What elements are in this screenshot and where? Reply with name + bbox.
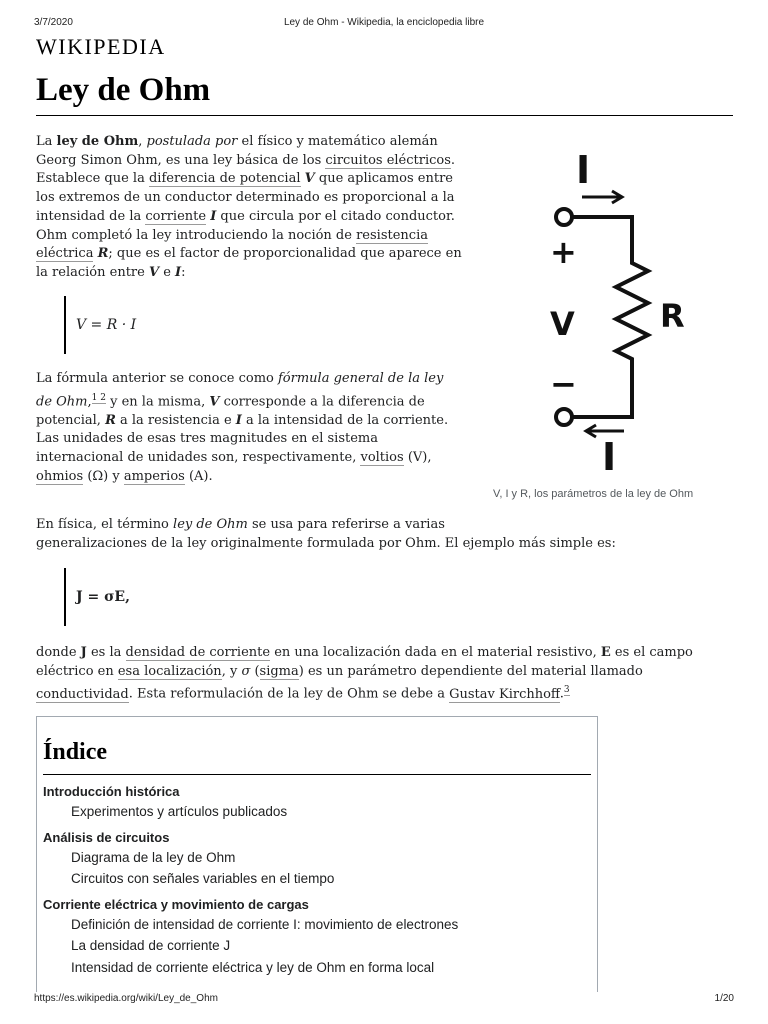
voltage-label: V <box>550 305 575 343</box>
link-circuitos-electricos[interactable]: circuitos eléctricos <box>325 152 451 168</box>
minus-label: − <box>550 365 577 403</box>
formula-current-density: J = σE, <box>64 568 130 626</box>
print-doc-title: Ley de Ohm - Wikipedia, la enciclopedia libre <box>283 17 485 28</box>
title-divider <box>36 115 733 116</box>
link-conductividad[interactable]: conductividad <box>36 686 129 702</box>
reference-1-2[interactable]: 1 2 <box>91 392 106 403</box>
conductivity-paragraph: donde J es la densidad de corriente en una localización dada en el material resistivo, E es el campo eléctrico en esa localización, y σ (sigma) es un parámetro dependiente del material llamado conductividad. Esta reformulación de la ley de Ohm se debe a Gustav Kirchhoff.$^3$ <box>36 645 693 702</box>
toc-item[interactable]: Introducción histórica <box>43 784 180 799</box>
print-url: https://es.wikipedia.org/wiki/Ley_de_Ohm <box>34 993 218 1004</box>
current-arrow-top-icon <box>582 191 622 203</box>
reference-3[interactable]: 3 <box>563 685 570 696</box>
bold-term: ley de Ohm <box>56 134 139 149</box>
link-esa-localizacion[interactable]: esa localización <box>117 663 222 679</box>
link-corriente[interactable]: corriente <box>145 208 207 224</box>
print-page-number: 1/20 <box>714 993 734 1004</box>
link-densidad-de-corriente[interactable]: densidad de corriente <box>125 645 271 660</box>
link-electrica[interactable]: eléctrica <box>36 246 94 262</box>
ohm-circuit-diagram <box>540 145 710 475</box>
formula-ohm: V = R · I <box>64 296 136 354</box>
link-sigma[interactable]: sigma <box>259 663 299 679</box>
toc-item[interactable]: Circuitos con señales variables en el tiempo <box>71 871 335 886</box>
toc-item[interactable]: Experimentos y artículos publicados <box>71 804 288 819</box>
toc-item[interactable]: La densidad de corriente J <box>71 938 231 953</box>
toc-divider <box>43 774 591 775</box>
current-label-top: I <box>576 148 591 192</box>
resistor-wire <box>572 217 648 417</box>
figure-caption: V, I y R, los parámetros de la ley de Ohm <box>493 488 694 500</box>
link-resistencia[interactable]: resistencia <box>356 227 428 243</box>
terminal-bottom <box>556 409 572 425</box>
link-voltios[interactable]: voltios <box>360 450 404 466</box>
page-title: Ley de Ohm <box>36 72 211 108</box>
toc-item[interactable]: Corriente eléctrica y movimiento de cargas <box>43 897 309 912</box>
link-gustav-kirchhoff[interactable]: Gustav Kirchhoff <box>449 686 560 702</box>
formula-explanation-paragraph: La fórmula anterior se conoce como fórmula general de la ley de Ohm,$^{1 2}$ y en la misma, V corresponde a la diferencia de potencial, R a la resistencia e I a la intensidad de la corriente. Las unidades de esas tres magnitudes en el sistema internacional de unidades son, respectivamente, voltios (V), ohmios (Ω) y amperios (A). <box>36 371 449 484</box>
wikipedia-wordmark[interactable]: WIKIPEDIA <box>36 34 166 59</box>
print-date: 3/7/2020 <box>34 17 73 28</box>
table-of-contents <box>36 716 598 992</box>
plus-label: + <box>550 233 577 271</box>
terminal-top <box>556 209 572 225</box>
toc-item[interactable]: Análisis de circuitos <box>43 830 170 845</box>
link-diferencia-de-potencial[interactable]: diferencia de potencial <box>148 171 301 187</box>
intro-paragraph: La ley de Ohm, postulada por el físico y matemático alemán Georg Simon Ohm, es una ley básica de los circuitos eléctricos. Establece que la diferencia de potencial V que aplicamos entre los extremos de un conductor determinado es proporcional a la intensidad de la corriente I que circula por el citado conductor. Ohm completó la ley introduciendo la noción de resistencia eléctrica R; que es el factor de proporcionalidad que aparece en la relación entre V e I: <box>36 134 462 280</box>
toc-title: Índice <box>43 739 108 765</box>
toc-item[interactable]: Diagrama de la ley de Ohm <box>71 850 236 865</box>
toc-item[interactable]: Definición de intensidad de corriente I: movimiento de electrones <box>71 917 459 932</box>
current-label-bottom: I <box>602 435 617 475</box>
toc-item[interactable]: Intensidad de corriente eléctrica y ley de Ohm en forma local <box>71 960 435 975</box>
generalization-paragraph: En física, el término ley de Ohm se usa para referirse a varias generalizaciones de la ley originalmente formulada por Ohm. El ejemplo más simple es: <box>36 517 616 551</box>
link-ohmios[interactable]: ohmios <box>36 468 84 484</box>
link-amperios[interactable]: amperios <box>123 468 185 484</box>
resistance-label: R <box>660 297 685 335</box>
